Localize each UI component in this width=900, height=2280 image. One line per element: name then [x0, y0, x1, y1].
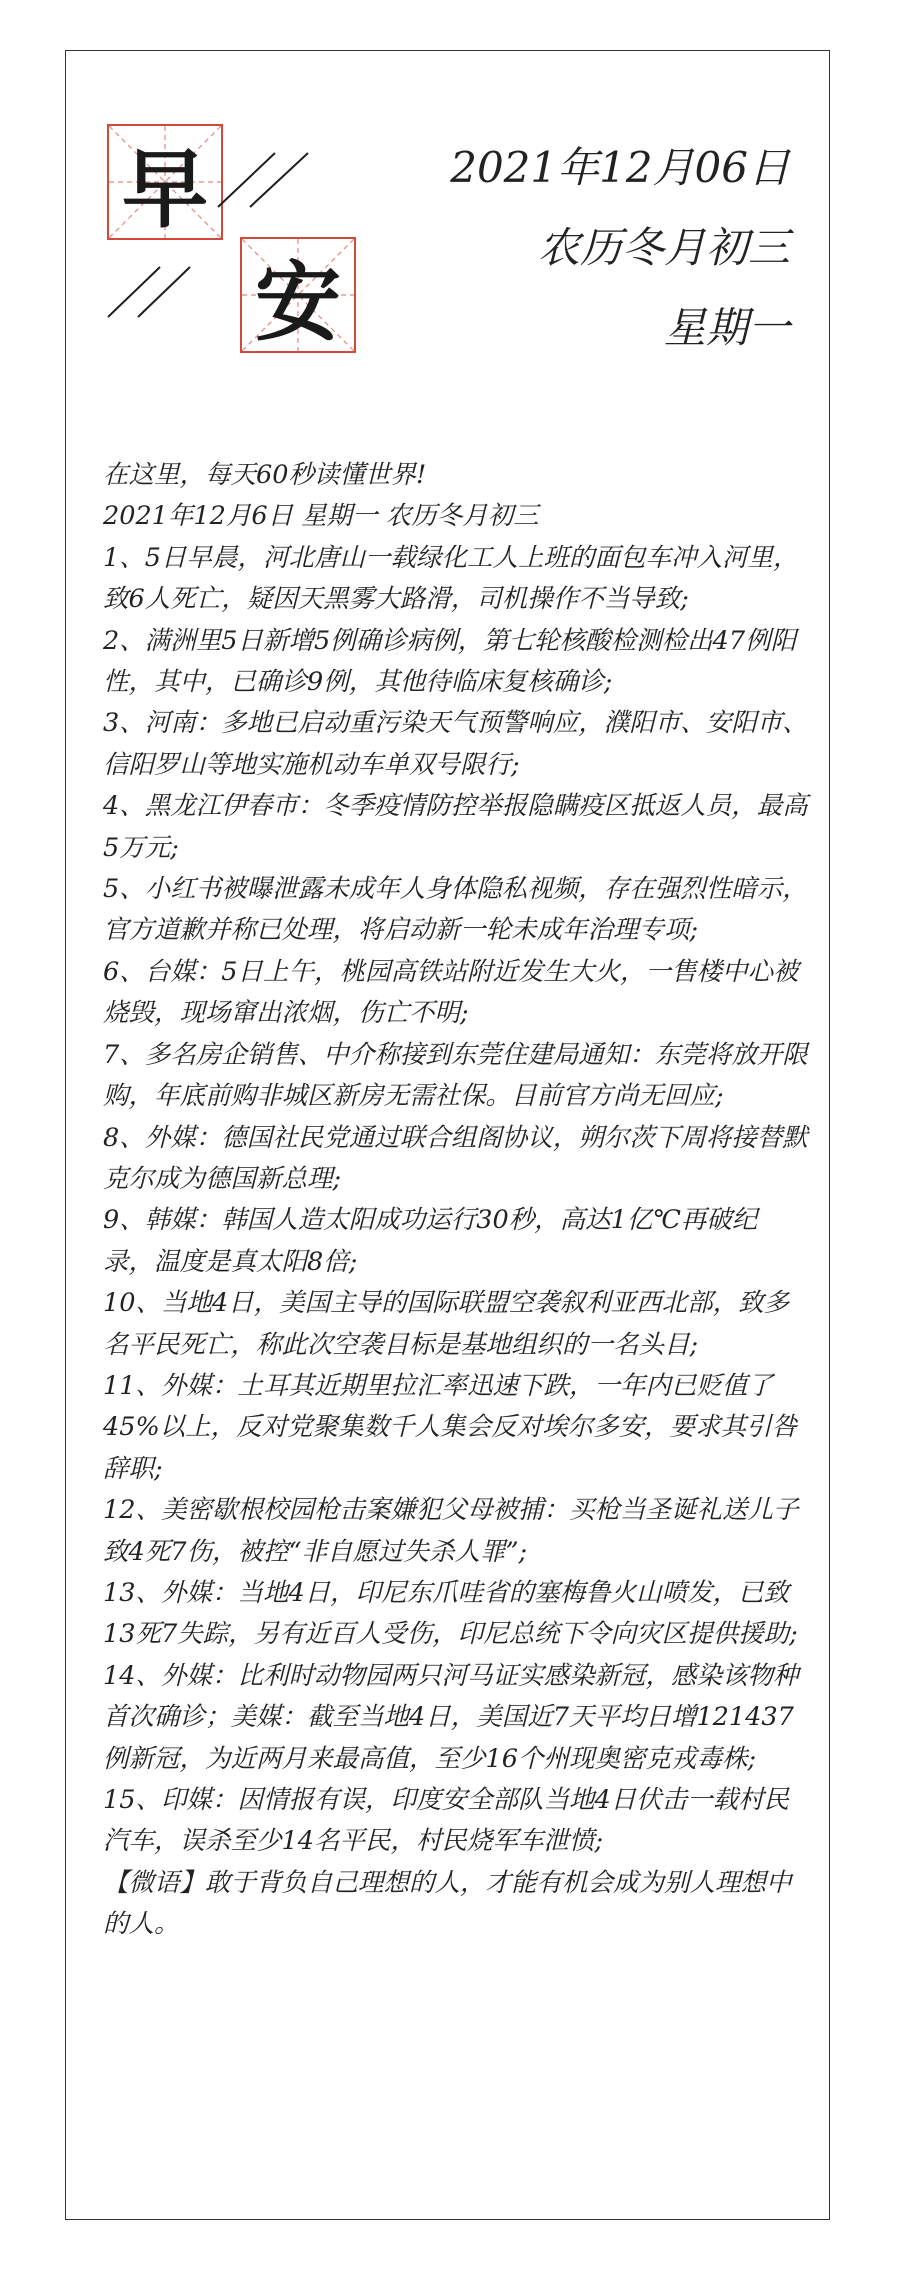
quote-line: 【微语】敢于背负自己理想的人，才能有机会成为别人理想中的人。 [103, 1867, 792, 1940]
intro-date-line: 2021年12月6日 星期一 农历冬月初三 [103, 501, 539, 532]
title-char-an: 安 [255, 253, 341, 353]
news-item: 13、外媒：当地4日，印尼东爪哇省的塞梅鲁火山喷发，已致13死7失踪，另有近百人受伤，印尼总统下令向灾区提供援助; [103, 1577, 798, 1650]
news-item: 8、外媒：德国社民党通过联合组阁协议，朔尔茨下周将接替默克尔成为德国新总理; [103, 1122, 808, 1194]
news-item: 15、印媒：因情报有误，印度安全部队当地4日伏击一载村民汽车，误杀至少14名平民，村民烧军车泄愤; [103, 1785, 790, 1857]
news-body [103, 455, 808, 1946]
news-item: 10、当地4日，美国主导的国际联盟空袭叙利亚西北部，致多名平民死亡，称此次空袭目标是基地组织的一名头目; [103, 1288, 790, 1360]
decorative-slashes [100, 145, 370, 345]
gregorian-date: 2021年12月06日 [450, 143, 790, 192]
news-item: 9、韩媒：韩国人造太阳成功运行30秒，高达1亿℃再破纪录，温度是真太阳8倍; [103, 1205, 758, 1277]
news-item: 5、小红书被曝泄露未成年人身体隐私视频，存在强烈性暗示，官方道歉并称已处理，将启动新一轮未成年治理专项; [103, 874, 808, 946]
date-block [450, 128, 790, 368]
intro-line: 在这里，每天60秒读懂世界! [103, 460, 427, 490]
title-char-zao: 早 [122, 140, 208, 240]
lunar-date: 农历冬月初三 [537, 223, 790, 272]
news-item: 2、满洲里5日新增5例确诊病例，第七轮核酸检测检出47例阳性，其中，已确诊9例，其他待临床复核确诊; [103, 625, 797, 698]
weekday: 星期一 [663, 303, 790, 352]
news-item: 12、美密歇根校园枪击案嫌犯父母被捕：买枪当圣诞礼送儿子致4死7伤，被控“非自愿过失杀人罪”; [103, 1495, 799, 1567]
news-item: 6、台媒：5日上午，桃园高铁站附近发生大火，一售楼中心被烧毁，现场窜出浓烟，伤亡不明; [103, 956, 799, 1029]
news-item: 7、多名房企销售、中介称接到东莞住建局通知：东莞将放开限购，年底前购非城区新房无需社保。目前官方尚无回应; [103, 1039, 808, 1112]
news-item: 11、外媒：土耳其近期里拉汇率迅速下跌，一年内已贬值了45%以上，反对党聚集数千人集会反对埃尔多安，要求其引咎辞职; [103, 1370, 798, 1484]
news-item: 14、外媒：比利时动物园两只河马证实感染新冠，感染该物种首次确诊；美媒：截至当地4日，美国近7天平均日增121437例新冠，为近两月来最高值，至少16个州现奥密克戎毒株; [103, 1660, 799, 1774]
news-item: 1、5日早晨，河北唐山一载绿化工人上班的面包车冲入河里，致6人死亡，疑因天黑雾大路滑，司机操作不当导致; [103, 542, 799, 615]
news-item: 3、河南：多地已启动重污染天气预警响应，濮阳市、安阳市、信阳罗山等地实施机动车单双号限行; [103, 708, 808, 780]
news-item: 4、黑龙江伊春市：冬季疫情防控举报隐瞒疫区抵返人员，最高5万元; [103, 791, 808, 863]
